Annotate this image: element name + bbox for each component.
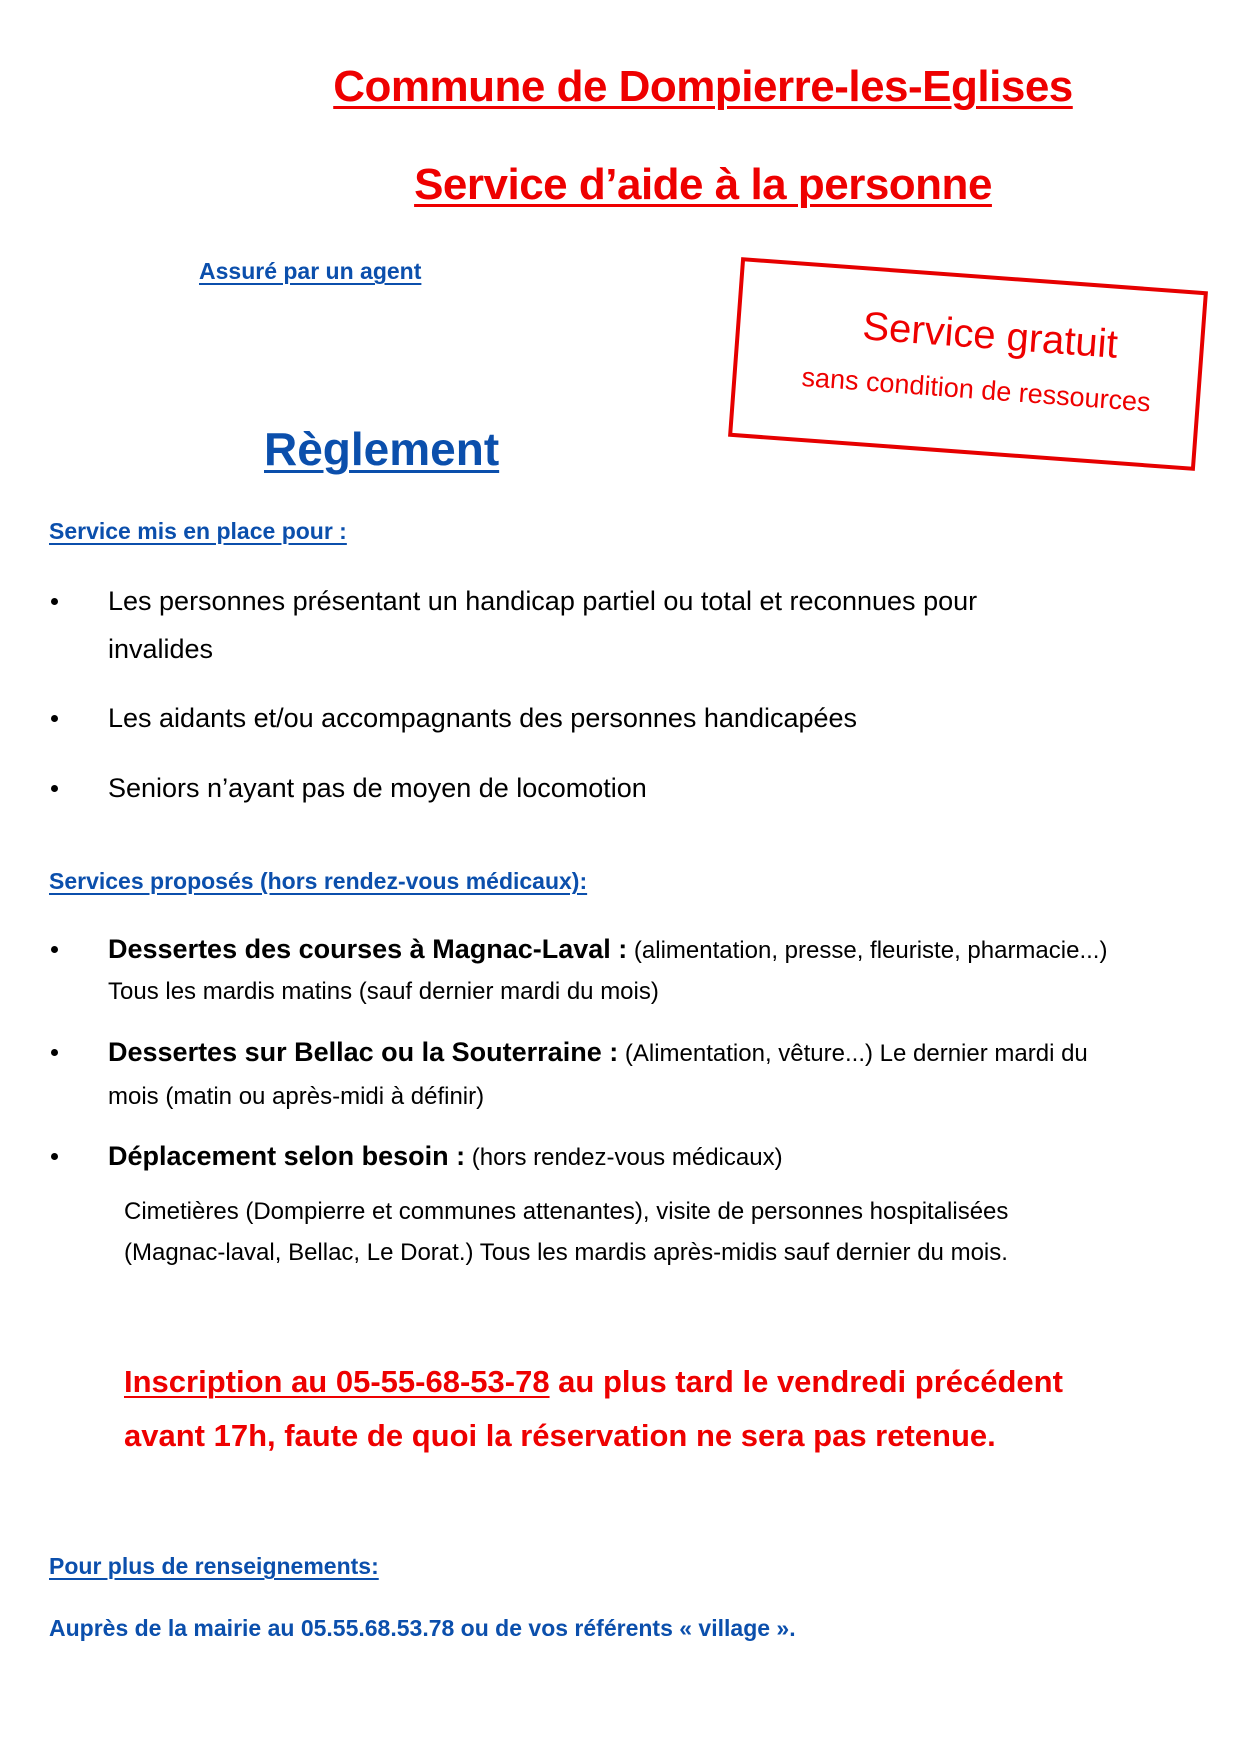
service-detail: (alimentation, presse, fleuriste, pharmacie...) — [627, 937, 1108, 964]
reglement-heading: Règlement — [264, 423, 500, 475]
bullet-icon — [51, 785, 61, 795]
service-schedule: Tous les mardis matins (sauf dernier mardi du mois) — [108, 978, 659, 1005]
bullet-icon — [51, 598, 61, 608]
stamp-main-text: Service gratuit — [861, 304, 1120, 367]
services-heading: Services proposés (hors rendez-vous médicaux): — [49, 868, 588, 894]
list-item: Les personnes présentant un handicap partiel ou total et reconnues pour invalides — [108, 586, 978, 664]
service-description: (Magnac-laval, Bellac, Le Dorat.) Tous les mardis après-midis sauf dernier du mois. — [124, 1239, 1008, 1266]
list-item: Seniors n’ayant pas de moyen de locomotion — [108, 773, 647, 803]
bullet-icon — [51, 715, 61, 725]
free-service-stamp — [728, 257, 1208, 471]
service-title: Dessertes des courses à Magnac-Laval : — [108, 934, 628, 964]
service-detail: (hors rendez-vous médicaux) — [465, 1144, 783, 1171]
service-item-deplacement — [108, 1132, 783, 1182]
inscription-phone-link[interactable]: Inscription au 05-55-68-53-78 — [124, 1364, 550, 1399]
contact-text: Auprès de la mairie au 05.55.68.53.78 ou de vos référents « village ». — [49, 1615, 796, 1641]
service-detail: (Alimentation, vêture...) Le dernier mardi du — [618, 1040, 1088, 1067]
service-title: Déplacement selon besoin : — [108, 1141, 466, 1171]
inscription-warning: avant 17h, faute de quoi la réservation ne sera pas retenue. — [124, 1418, 996, 1453]
page-title: Commune de Dompierre-les-Eglises — [333, 62, 1073, 111]
beneficiaries-heading: Service mis en place pour : — [49, 518, 347, 544]
bullet-icon — [51, 946, 61, 956]
service-title: Dessertes sur Bellac ou la Souterraine : — [108, 1037, 619, 1067]
page-subtitle: Service d’aide à la personne — [414, 160, 992, 209]
service-schedule: mois (matin ou après-midi à définir) — [108, 1083, 485, 1110]
list-item: Les aidants et/ou accompagnants des personnes handicapées — [108, 703, 858, 733]
provided-by-label: Assuré par un agent — [199, 258, 422, 284]
service-description: Cimetières (Dompierre et communes attenantes), visite de personnes hospitalisées — [124, 1198, 1009, 1225]
bullet-icon — [51, 1153, 61, 1163]
bullet-icon — [51, 1049, 61, 1059]
contact-heading: Pour plus de renseignements: — [49, 1553, 379, 1579]
stamp-sub-text: sans condition de ressources — [800, 361, 1152, 418]
service-item-bellac — [108, 1028, 1088, 1078]
service-item-magnac — [108, 925, 1107, 975]
inscription-deadline: au plus tard le vendredi précédent — [549, 1364, 1063, 1399]
